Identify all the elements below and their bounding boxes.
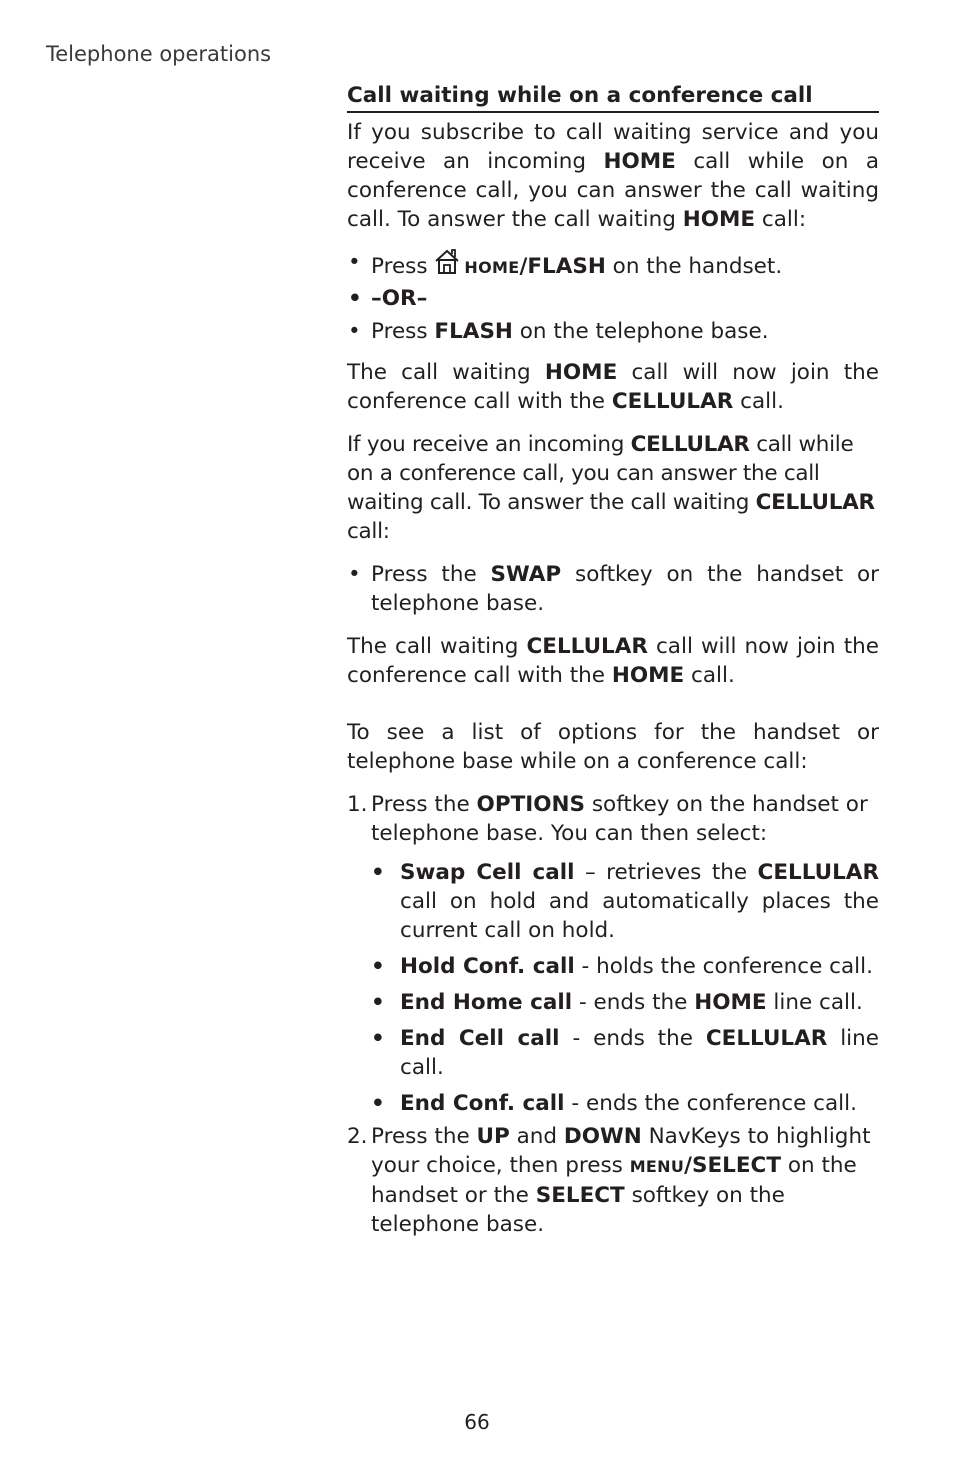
option-end-home-call [371, 988, 879, 1017]
menu-key-label: MENU [629, 1157, 685, 1176]
option-label: End Conf. call [400, 1091, 565, 1116]
home-key-label: HOME [464, 258, 520, 277]
down-key-label: DOWN [563, 1124, 642, 1149]
cellular-key-label: CELLULAR [526, 634, 648, 659]
step-1 [347, 790, 879, 1118]
swap-key-label: SWAP [490, 562, 562, 587]
cellular-key-label: CELLULAR [755, 490, 875, 515]
text: Press the [371, 1124, 477, 1149]
main-content [347, 82, 879, 1243]
text: Press [371, 319, 435, 344]
page-number: 66 [464, 1410, 490, 1434]
text: softkey on the handset or telephone base. [371, 562, 879, 616]
text: and [509, 1124, 564, 1149]
option-end-cell-call [371, 1024, 879, 1082]
text: If you subscribe to call waiting service and you receive an incoming [347, 120, 879, 174]
option-label: End Cell call [400, 1026, 560, 1051]
text: on the telephone base. [512, 319, 769, 344]
text: softkey on the telephone base. [371, 1183, 785, 1237]
options-steps [347, 790, 879, 1239]
options-intro-paragraph: To see a list of options for the handset or telephone base while on a conference call: [347, 720, 879, 774]
cellular-key-label: CELLULAR [757, 860, 879, 885]
cellular-key-label: CELLULAR [611, 389, 734, 414]
home-icon [434, 248, 460, 276]
select-key-label: /SELECT [684, 1153, 781, 1178]
cellular-key-label: CELLULAR [630, 432, 750, 457]
option-hold-conf-call [371, 952, 879, 981]
text: The call waiting [347, 360, 545, 385]
list-item [347, 317, 879, 346]
text: call on hold and automatically places the current call on hold. [400, 889, 879, 943]
text: Press [371, 254, 435, 279]
home-key-label: HOME [682, 207, 756, 232]
text: call. [684, 663, 735, 688]
spacer [347, 704, 879, 718]
text: If you receive an incoming [347, 432, 631, 457]
text: The call waiting [347, 634, 527, 659]
text: - ends the [559, 1026, 706, 1051]
text: - ends the [572, 990, 695, 1015]
text: call: [347, 519, 390, 544]
text: on the handset. [605, 254, 783, 279]
text: call while on a conference call, you can answer the call waiting call. To answer the call waiting [347, 149, 879, 232]
section-title: Call waiting while on a conference call [347, 82, 879, 113]
text: call will now join the conference call with the [347, 360, 880, 414]
text: Press the [371, 562, 491, 587]
list-item [347, 248, 879, 282]
step-number: 1. [347, 792, 368, 817]
options-list [371, 858, 879, 1118]
section-header: Telephone operations [46, 42, 272, 66]
text: on the handset or the [371, 1153, 857, 1208]
text: - holds the conference call. [574, 954, 873, 979]
cellular-intro-paragraph [347, 430, 879, 546]
options-key-label: OPTIONS [476, 792, 586, 817]
select-key-label: SELECT [535, 1183, 625, 1208]
flash-key-label: FLASH [434, 319, 513, 344]
home-intro-paragraph [347, 118, 879, 234]
text: softkey on the handset or telephone base. You can then select: [371, 792, 868, 846]
text: call: [755, 207, 807, 232]
text: line call. [400, 1026, 879, 1080]
flash-key-label: /FLASH [519, 254, 606, 279]
home-key-label: HOME [603, 149, 676, 174]
text: line call. [766, 990, 863, 1015]
option-label: End Home call [400, 990, 573, 1015]
option-label: Swap Cell call [400, 860, 575, 885]
up-key-label: UP [476, 1124, 510, 1149]
text: NavKeys to highlight your choice, then press [371, 1124, 871, 1178]
text: call. [733, 389, 784, 414]
step-number: 2. [347, 1124, 368, 1149]
text: – retrieves the [574, 860, 758, 885]
home-key-label: HOME [611, 663, 685, 688]
home-key-label: HOME [694, 990, 767, 1015]
option-swap-cell-call [371, 858, 879, 945]
list-item [347, 560, 879, 618]
home-result-paragraph [347, 358, 879, 416]
text: call will now join the conference call with the [347, 634, 879, 688]
text: Press the [371, 792, 477, 817]
text: call while on a conference call, you can answer the call waiting call. To answer the call waiting [347, 432, 854, 515]
step-2 [347, 1122, 879, 1239]
home-answer-steps [347, 248, 879, 346]
text: - ends the conference call. [564, 1091, 857, 1116]
or-separator: • –OR– [347, 284, 879, 313]
cellular-answer-steps [347, 560, 879, 618]
cellular-result-paragraph [347, 632, 879, 690]
option-label: Hold Conf. call [400, 954, 575, 979]
option-end-conf-call [371, 1089, 879, 1118]
cellular-key-label: CELLULAR [705, 1026, 828, 1051]
home-key-label: HOME [544, 360, 618, 385]
